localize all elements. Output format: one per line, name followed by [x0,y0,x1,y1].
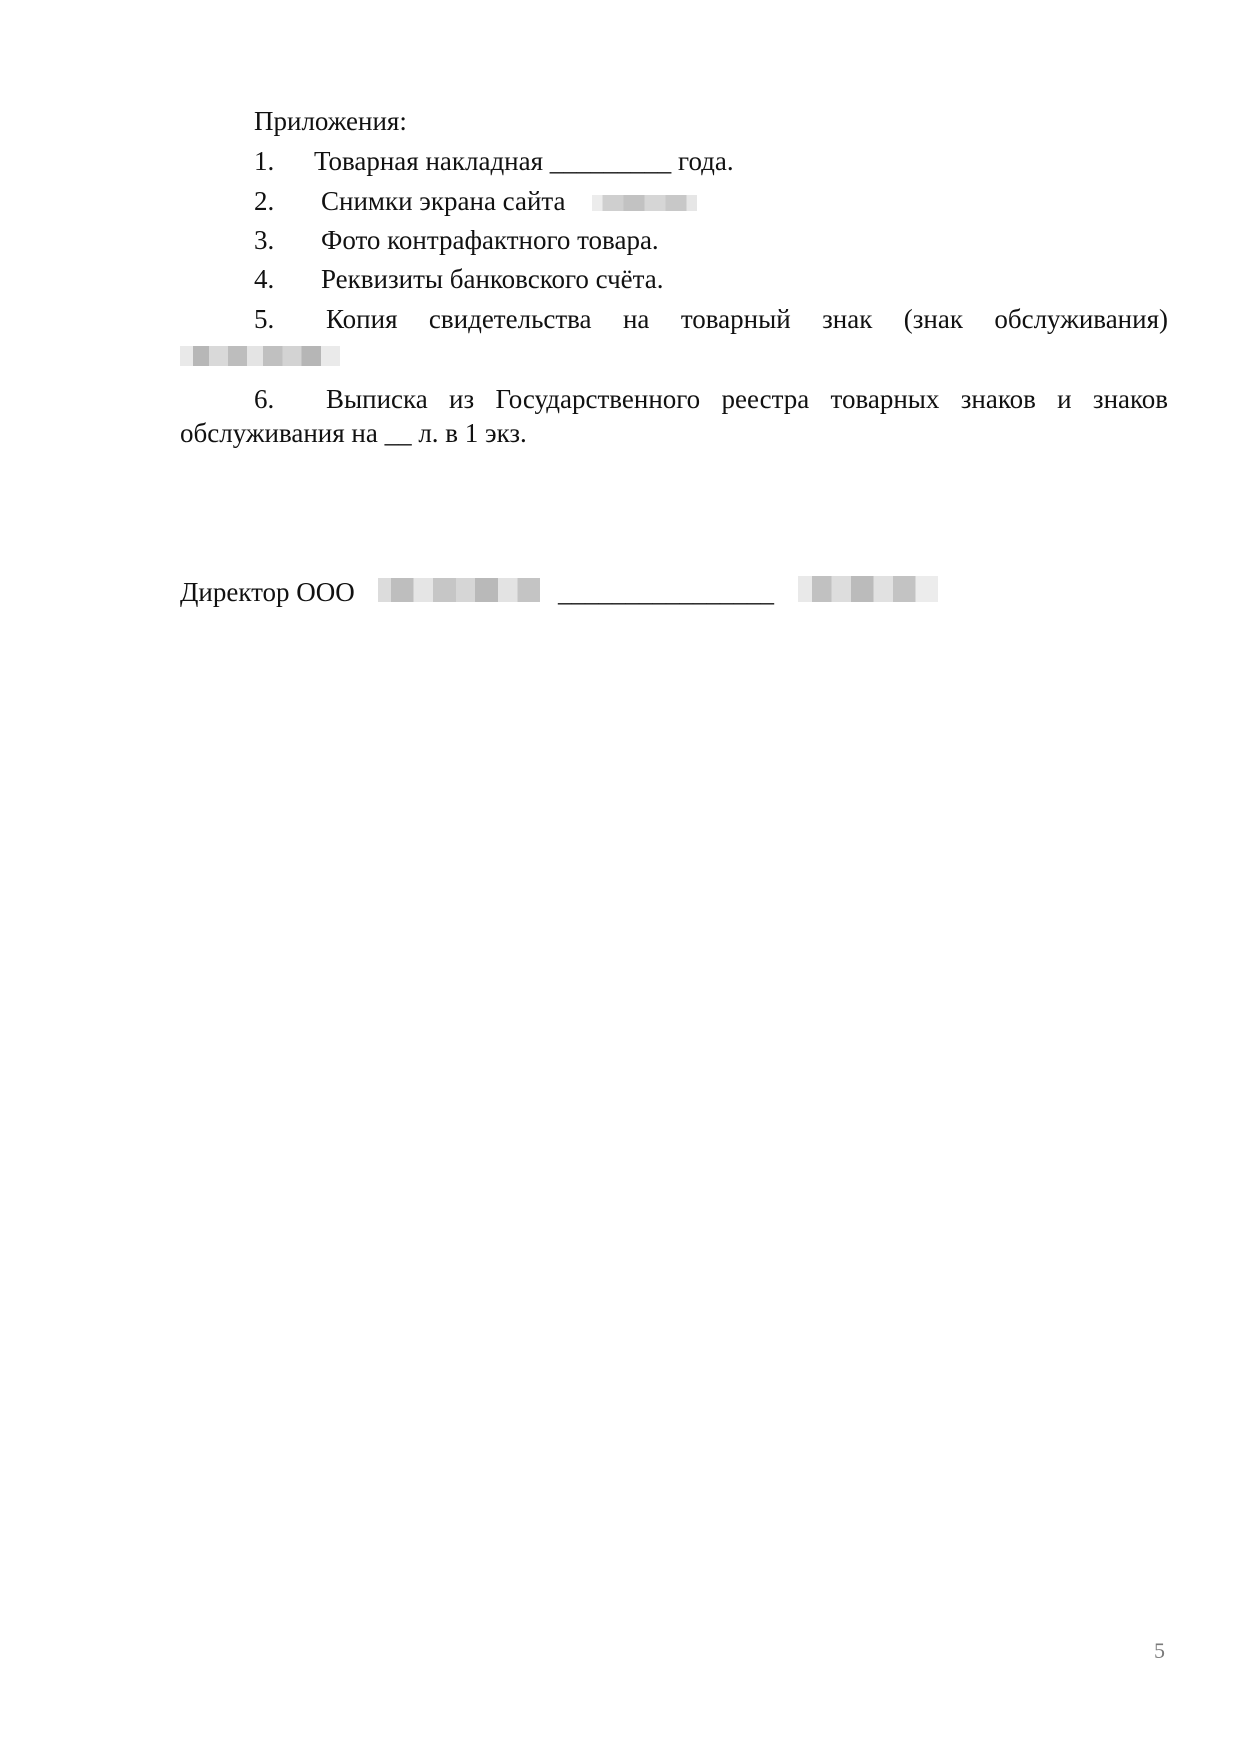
attachment-item-4 [254,262,664,296]
signature-underline: ________________ [558,577,774,607]
item-number: 1. [254,146,275,176]
item-number: 3. [254,225,275,255]
item-text: Фото контрафактного товара. [321,225,659,255]
item-text: Реквизиты банковского счёта. [321,264,664,294]
attachment-item-6 [180,382,1168,450]
item-text-continuation: обслуживания на __ л. в 1 экз. [180,418,527,448]
page-number: 5 [1154,1638,1165,1663]
attachment-item-5 [180,302,1168,336]
redacted-trademark-number-blur [180,346,340,366]
attachment-item-2 [254,184,566,218]
item-text: Копия свидетельства на товарный знак (знак обслуживания) [326,304,1168,334]
item-number: 5. [254,304,275,334]
attachment-item-3 [254,223,659,257]
redacted-company-name-blur [378,578,540,602]
item-text: Выписка из Государственного реестра товарных знаков и знаков [326,384,1168,414]
attachment-item-1 [254,144,734,178]
redacted-director-name-blur [798,576,938,602]
item-number: 2. [254,186,275,216]
redacted-website-blur [592,195,697,211]
item-number: 6. [254,384,275,414]
signature-label: Директор ООО [180,577,355,607]
item-text: Снимки экрана сайта [321,186,566,216]
item-text: Товарная накладная _________ года. [314,146,734,176]
item-number: 4. [254,264,275,294]
attachments-heading: Приложения: [254,106,407,136]
